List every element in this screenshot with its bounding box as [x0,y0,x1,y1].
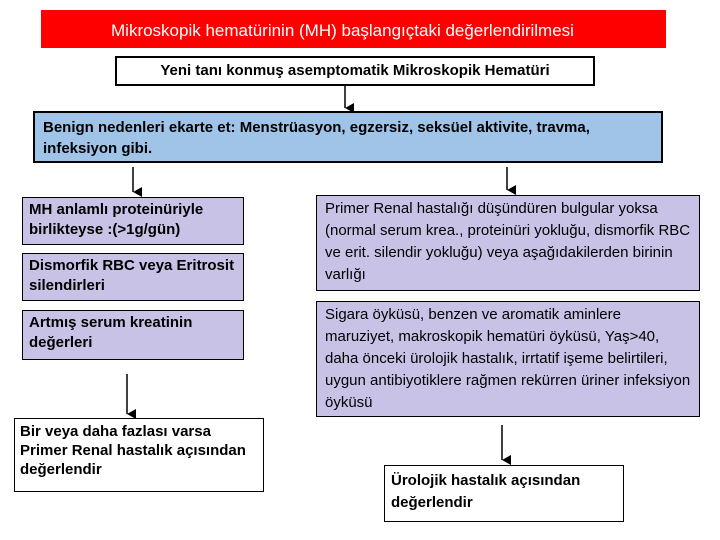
renal-findings-box: Primer Renal hastalığı düşündüren bulgular yoksa (normal serum krea., proteinüri yokluğu, dismorfik RBC ve erit. silendir yokluğu) veya aşağıdakilerden birinin varlığı [316,195,700,291]
urology-evaluation-box: Ürolojik hastalık açısından değerlendir [384,465,624,522]
dysmorphic-rbc-box: Dismorfik RBC veya Eritrosit silendirleri [22,253,244,301]
risk-factors-box: Sigara öyküsü, benzen ve aromatik aminlere maruziyet, makroskopik hematüri öyküsü, Yaş>40, daha önceki ürolojik hastalık, irrtatif işeme belirtileri, uygun antibiyotiklere rağmen rekürren üriner infeksiyon öyküsü [316,301,700,417]
diagram-title: Mikroskopik hematürinin (MH) başlangıçtaki değerlendirilmesi [41,10,666,48]
start-box: Yeni tanı konmuş asemptomatik Mikroskopik Hematüri [115,56,595,86]
proteinuria-box: MH anlamlı proteinüriyle birlikteyse :(>1g/gün) [22,197,244,245]
benign-causes-box: Benign nedenleri ekarte et: Menstrüasyon, egzersiz, seksüel aktivite, travma, infeksiyon gibi. [33,111,663,163]
creatinine-box: Artmış serum kreatinin değerleri [22,310,244,360]
renal-evaluation-box: Bir veya daha fazlası varsa Primer Renal hastalık açısından değerlendir [14,418,264,492]
